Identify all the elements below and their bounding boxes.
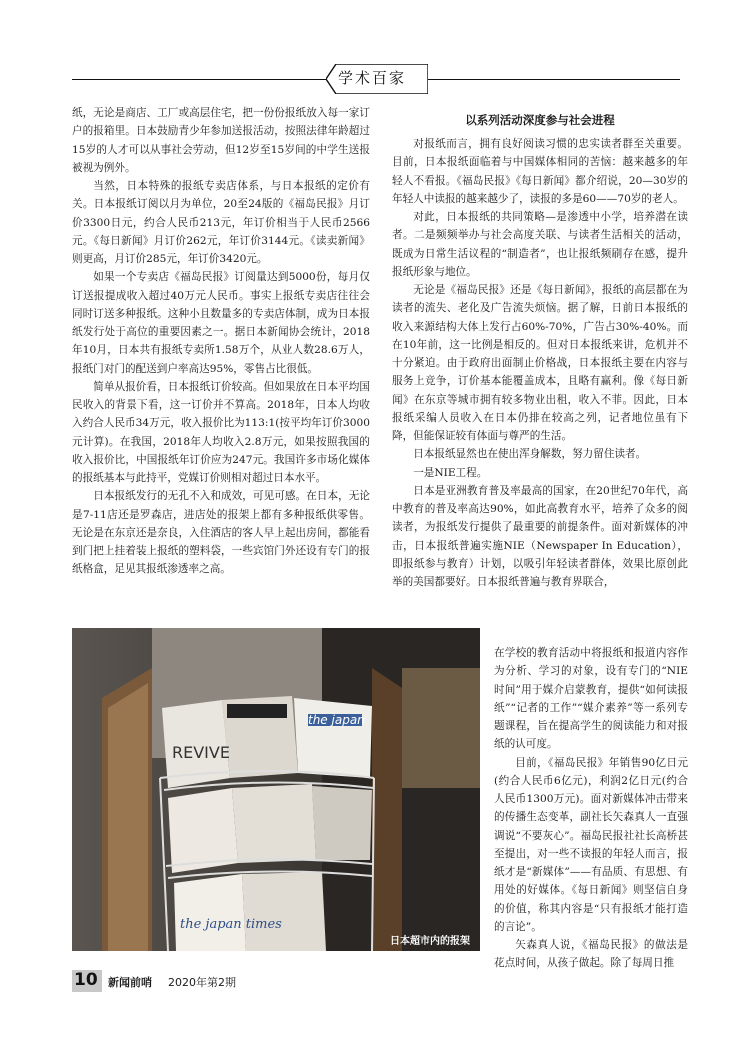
paragraph: 矢森真人说，《福岛民报》的做法是花点时间，从孩子做起。除了每周日推: [494, 939, 688, 970]
paragraph: 日本报纸发行的无孔不入和成效，可见可感。在日本，无论是7-11店还是罗森店，进店处的报架上都有多种报纸供零售。无论是在东京还是奈良，入住酒店的客人早上起出房间，都能看到门把上挂着装上报纸的塑料袋，一些宾馆门外还设有专门的报纸格盒，足见其报纸渗透率之高。: [72, 490, 370, 576]
masthead-revive: REVIVE: [172, 743, 230, 762]
paragraph: 如果一个专卖店《福岛民报》订阅量达到5000份，每月仅订送报提成收入超过40万元人民币。事实上报纸专卖店往往会同时订送多种报纸。这种小且数量多的专卖店体制，成为日本报纸发行处于高位的重要因素之一。据日本新闻协会统计，2018年10月，日本共有报纸专卖所1.58万个，从业人数28.6万人，报纸门对门的配送到户率高达95%，零售占比很低。: [72, 271, 370, 375]
paragraph: 对此，日本报纸的共同策略—是渗透中小学，培养潜在读者。二是频频举办与社会高度关联、与读者生活相关的活动，既成为日常生活议程的“制造者”，也让报纸频刷存在感，提升报纸形象与地位。: [392, 211, 688, 278]
right-narrow-column: [494, 644, 688, 973]
page-number: 10: [74, 970, 98, 990]
paragraph: 当然，日本特殊的报纸专卖店体系，与日本报纸的定价有关。日本报纸订阅以月为单位，20至24版的《福岛民报》月订价3300日元，约合人民币213元，年订价相当于人民币2566元。《每日新闻》月订价262元，年订价3144元。《读卖新闻》则更高，月订价285元，年订价3420元。: [72, 180, 370, 265]
magazine-name: 新闻前哨: [108, 976, 152, 989]
section-heading: 以系列活动深度参与社会进程: [465, 113, 615, 127]
paragraph: 一是NIE工程。: [413, 466, 488, 479]
left-column: [72, 104, 370, 579]
paragraph: 纸，无论是商店、工厂或高层住宅，把一份份报纸放入每一家订户的报箱里。日本鼓励青少年参加送报活动，按照法律年龄超过15岁的人才可以从事社会劳动，但12岁至15岁间的中学生送报被视为例外。: [72, 107, 370, 174]
photo-caption: 日本超市内的报架: [390, 936, 470, 947]
paragraph: 日本是亚洲教育普及率最高的国家，在20世纪70年代，高中教育的普及率高达90%，如此高教育水平，培养了众多的阅读者，为报纸发行提供了最重要的前提条件。面对新媒体的冲击，日本报纸普遍实施NIE（Newspaper In Education），即报纸参与教育）计划，以吸引年轻读者群体，效果比原创此举的美国都要好。日本报纸普遍与教育界联合，: [392, 484, 688, 588]
paragraph: 简单从报价看，日本报纸订价较高。但如果放在日本平均国民收入的背景下看，这一订价并不算高。2018年，日本人均收入约合人民币34万元，收入报价比为113:1(按平均年订价3000元计算)。在我国，2018年人均收入2.8万元，如果按照我国的收入报价比，中国报纸年订价应为247元。我国许多市场化媒体的报纸基本与此持平，党媒订价则相对超过日本水平。: [72, 380, 370, 484]
paragraph: 对报纸而言，拥有良好阅读习惯的忠实读者群至关重要。目前，日本报纸面临着与中国媒体相同的苦恼：越来越多的年轻人不看报。《福岛民报》《每日新闻》都介绍说，20—30岁的年轻人中读报的越来越少了，读报的多是60——70岁的老人。: [392, 138, 688, 205]
newspaper-rack-photo: [72, 628, 480, 951]
header-rule-right: [428, 79, 680, 80]
right-column: [392, 135, 688, 591]
issue-label: 2020年第2期: [168, 976, 236, 989]
header-rule-left: [72, 79, 326, 80]
paragraph: 无论是《福岛民报》还是《每日新闻》，报纸的高层都在为读者的流失、老化及广告流失烦恼。据了解，日前日本报纸的收入来源结构大体上发行占60%-70%，广告占30%-40%。而在10年前，这一比例是相反的。但对日本报纸来讲，危机并不十分紧迫。由于政府出面制止价格战，日本报纸主要在内容与服务上竞争，订价基本能覆盖成本，且略有赢利。像《每日新闻》在东京等城市拥有较多物业出租，收入不菲。因此，日本报纸采编人员收入在日本仍排在较高之列，记者地位虽有下降，但能保证较有体面与尊严的生活。: [392, 284, 688, 442]
masthead-japan-times: the japan times: [180, 917, 282, 932]
paragraph: 在学校的教育活动中将报纸和报道内容作为分析、学习的对象，设有专门的“NIE时间”用于媒介启蒙教育，提供“如何读报纸”“记者的工作”“媒介素养”等一系列专题课程，旨在提高学生的阅读能力和对报纸的认可度。: [494, 647, 688, 751]
paragraph: 目前，《福岛民报》年销售90亿日元(约合人民币6亿元)，利润2亿日元(约合人民币1300万元)。面对新媒体冲击带来的传播生态变革，副社长矢森真人一直强调说“不要灰心”。福岛民报社社长高桥甚至提出，对一些不读报的年轻人而言，报纸才是“新媒体”——有品质、有思想、有用处的好媒体。《每日新闻》则坚信自身的价值，称其内容是“只有报纸才能打造的言论”。: [494, 756, 688, 933]
paragraph: 日本报纸显然也在使出浑身解数，努力留住读者。: [413, 448, 647, 461]
masthead-the-japan: the japan: [308, 713, 365, 727]
section-label: 学术百家: [338, 69, 407, 87]
